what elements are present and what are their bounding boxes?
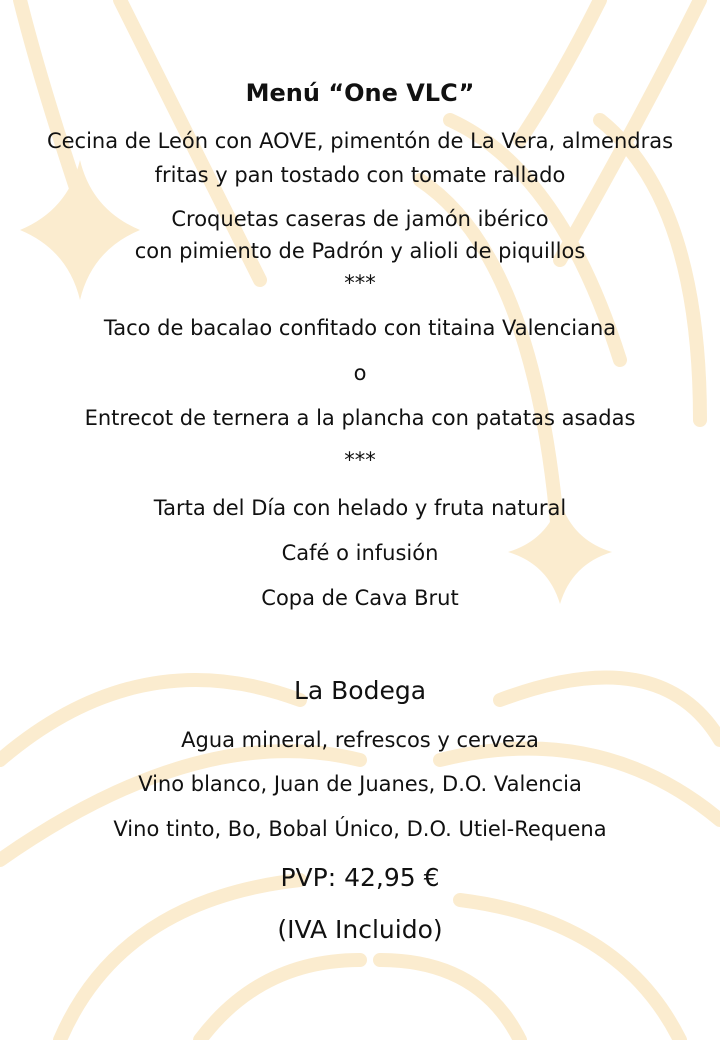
dessert: Tarta del Día con helado y fruta natural	[153, 496, 567, 520]
price: PVP: 42,95 €	[280, 863, 440, 892]
starter-2-line-1: Croquetas caseras de jamón ibérico	[171, 207, 549, 231]
main-option-2: Entrecot de ternera a la plancha con patatas asadas	[84, 406, 636, 430]
bodega-heading: La Bodega	[293, 676, 427, 705]
or-text: o	[353, 361, 367, 385]
tax-note: (IVA Incluido)	[277, 915, 443, 944]
starter-2-line-2: con pimiento de Padrón y alioli de piquillos	[134, 239, 586, 263]
bodega-red-wine: Vino tinto, Bo, Bobal Único, D.O. Utiel-Requena	[113, 817, 607, 841]
coffee: Café o infusión	[281, 541, 439, 565]
bodega-white-wine: Vino blanco, Juan de Juanes, D.O. Valencia	[138, 772, 582, 796]
starter-1-line-2: fritas y pan tostado con tomate rallado	[154, 163, 566, 187]
separator-1: ***	[344, 271, 376, 295]
separator-2: ***	[344, 448, 376, 472]
main-option-1: Taco de bacalao confitado con titaina Valenciana	[103, 316, 617, 340]
cava: Copa de Cava Brut	[261, 586, 459, 610]
menu-title: Menú “One VLC”	[245, 79, 475, 107]
starter-1-line-1: Cecina de León con AOVE, pimentón de La Vera, almendras	[46, 129, 674, 153]
bodega-drinks: Agua mineral, refrescos y cerveza	[181, 728, 539, 752]
